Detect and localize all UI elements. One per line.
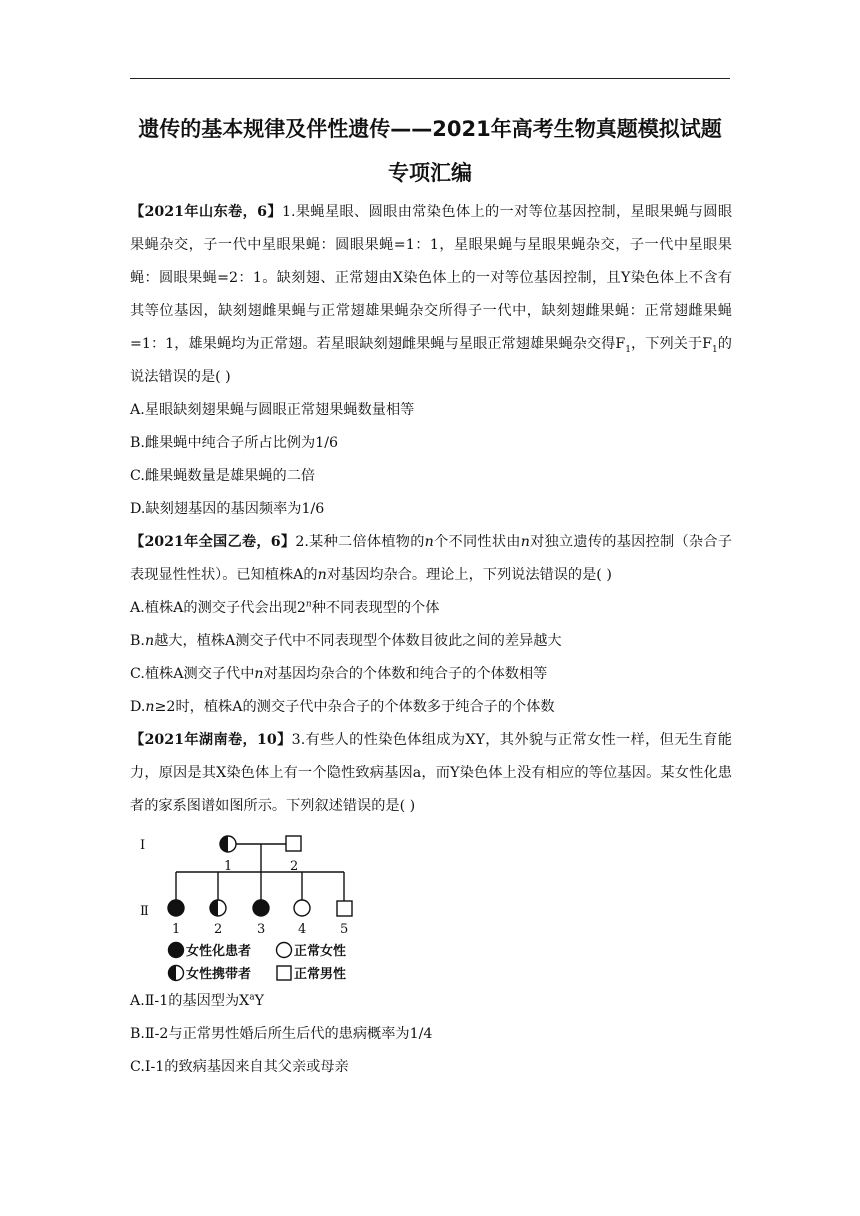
option-text: 种不同表现型的个体 — [311, 600, 440, 616]
question-2 — [130, 526, 732, 724]
question-1-source: 【2021年山东卷，6】 — [130, 204, 282, 220]
question-1-text-b: ，下列关于F — [630, 336, 713, 352]
individual-ii4-normal-female — [294, 900, 310, 916]
question-1-option-b: B.雌果蝇中纯合子所占比例为1/6 — [130, 435, 339, 451]
individual-ii1-affected — [168, 900, 184, 916]
f1-subscript: 1 — [712, 344, 718, 355]
question-2-option-b — [130, 625, 732, 658]
question-1 — [130, 196, 732, 526]
question-2-text-c: 对独立遗传的基因控制（杂合子表现显性性状）。已知植株A的 — [130, 534, 732, 583]
question-2-option-c — [130, 658, 732, 691]
label-i2: 2 — [290, 859, 299, 874]
option-text: A.Ⅱ-1的基因型为X — [130, 993, 250, 1009]
legend-normal-male-symbol — [277, 966, 291, 980]
variable-n: n — [254, 666, 264, 682]
legend-affected-symbol — [169, 943, 184, 958]
label-ii4: 4 — [298, 922, 307, 937]
question-2-source: 【2021年全国乙卷，6】 — [130, 534, 296, 550]
question-1-option-a: A.星眼缺刻翅果蝇与圆眼正常翅果蝇数量相等 — [130, 402, 415, 418]
option-text: A.植株A的测交子代会出现2 — [130, 600, 306, 616]
variable-n: n — [424, 534, 434, 550]
question-1-text-c: 的说法错误的是( ) — [130, 336, 732, 385]
question-2-text-d: 对基因均杂合。理论上，下列说法错误的是( ) — [326, 567, 612, 583]
pedigree-chart — [134, 825, 374, 985]
variable-n: n — [305, 599, 312, 610]
doc-title-line1: 遗传的基本规律及伴性遗传——2021年高考生物真题模拟试题 — [138, 117, 722, 141]
allele-superscript: a — [249, 992, 255, 1003]
option-text: ≥2时，植株A的测交子代中杂合子的个体数多于纯合子的个体数 — [154, 699, 555, 715]
generation-label-2: Ⅱ — [140, 904, 149, 919]
question-1-option-d: D.缺刻翅基因的基因频率为1/6 — [130, 501, 325, 517]
label-ii3: 3 — [257, 922, 266, 937]
label-i1: 1 — [224, 859, 233, 874]
legend-normal-male-label: 正常男性 — [294, 967, 347, 982]
option-text: 对基因均杂合的个体数和纯合子的个体数相等 — [263, 666, 548, 682]
label-ii1: 1 — [172, 922, 181, 937]
question-3-stem — [130, 724, 732, 823]
option-text: D. — [130, 699, 146, 715]
document-body — [130, 196, 732, 1084]
variable-n: n — [317, 567, 327, 583]
question-3-source: 【2021年湖南卷，10】 — [130, 732, 292, 748]
f1-subscript: 1 — [625, 344, 631, 355]
legend-normal-female-symbol — [277, 943, 292, 958]
question-3-option-b: B.Ⅱ-2与正常男性婚后所生后代的患病概率为1/4 — [130, 1026, 433, 1042]
legend-affected-label: 女性化患者 — [186, 944, 252, 959]
doc-title-line2: 专项汇编 — [388, 161, 472, 185]
variable-n: n — [144, 633, 155, 649]
legend-carrier-symbol — [169, 966, 184, 981]
option-text: 越大，植株A测交子代中不同表现型个体数目彼此之间的差异越大 — [154, 633, 562, 649]
option-text: C.植株A测交子代中 — [130, 666, 255, 682]
generation-label-1: Ⅰ — [140, 838, 146, 853]
individual-ii5-normal-male — [337, 901, 352, 916]
individual-i2-normal-male — [286, 836, 301, 851]
option-text: B. — [130, 633, 145, 649]
variable-n: n — [520, 534, 530, 550]
individual-i1-carrier-female — [220, 836, 236, 852]
legend-normal-female-label: 正常女性 — [294, 944, 347, 959]
question-1-stem — [130, 196, 732, 394]
option-text: Y — [254, 993, 265, 1009]
label-ii5: 5 — [340, 922, 349, 937]
question-1-option-c: C.雌果蝇数量是雄果蝇的二倍 — [130, 468, 316, 484]
question-2-stem — [130, 526, 732, 592]
header-rule — [130, 78, 730, 79]
question-3-text: 3.有些人的性染色体组成为XY，其外貌与正常女性一样，但无生育能力，原因是其X染色体上有一个隐性致病基因a，而Y染色体上没有相应的等位基因。某女性化患者的家系图谱如图所示。下列叙述错误的是( ) — [130, 732, 732, 814]
individual-ii3-affected — [253, 900, 269, 916]
question-3-option-a — [130, 985, 732, 1018]
question-3 — [130, 724, 732, 1084]
individual-ii2-carrier-female — [210, 900, 226, 916]
question-3-option-c: C.Ⅰ-1的致病基因来自其父亲或母亲 — [130, 1059, 349, 1075]
question-2-text-b: 个不同性状由 — [433, 534, 521, 550]
question-2-option-a — [130, 592, 732, 625]
question-2-text-a: 2.某种二倍体植物的 — [295, 534, 425, 550]
legend-carrier-label: 女性携带者 — [186, 967, 252, 982]
label-ii2: 2 — [214, 922, 223, 937]
question-2-option-d — [130, 691, 732, 724]
question-1-text-a: 1.果蝇星眼、圆眼由常染色体上的一对等位基因控制，星眼果蝇与圆眼果蝇杂交，子一代中星眼果蝇：圆眼果蝇=1：1，星眼果蝇与星眼果蝇杂交，子一代中星眼果蝇：圆眼果蝇=2：1。缺刻翅、正常翅由X染色体上的一对等位基因控制，且Y染色体上不含有其等位基因，缺刻翅雌果蝇与正常翅雄果蝇杂交所得子一代中，缺刻翅雌果蝇：正常翅雌果蝇=1：1，雄果蝇均为正常翅。若星眼缺刻翅雌果蝇与星眼正常翅雄果蝇杂交得F — [130, 204, 733, 352]
variable-n: n — [145, 699, 155, 715]
